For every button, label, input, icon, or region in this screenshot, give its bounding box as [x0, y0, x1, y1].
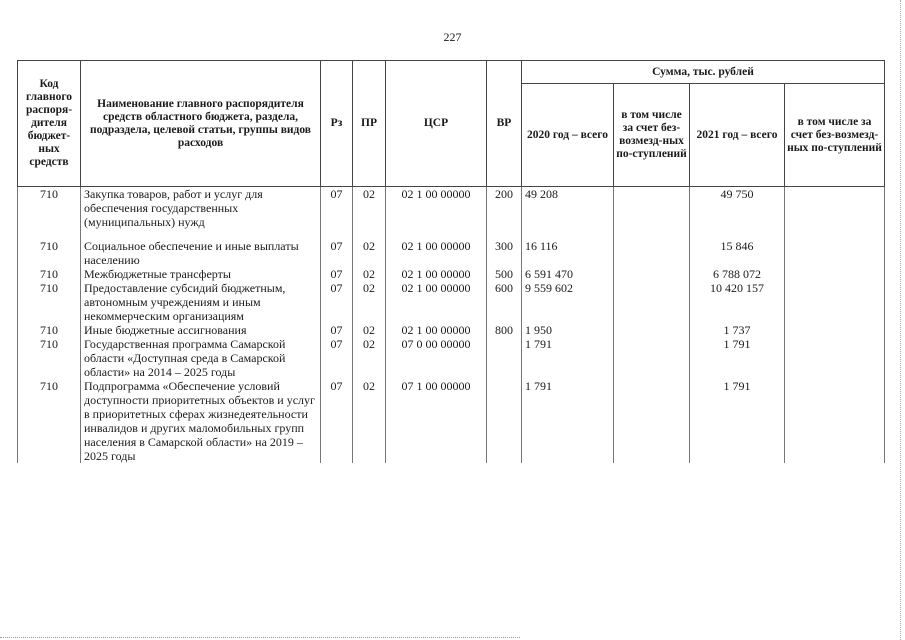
- cell-2020-total: 49 208: [522, 187, 614, 230]
- cell-2021-total: 10 420 157: [690, 281, 785, 323]
- cell-rz: 07: [321, 239, 353, 267]
- table-row: [18, 267, 885, 281]
- scan-edge-bottom: [0, 637, 520, 638]
- cell-2021-gratuitous: [785, 239, 885, 267]
- cell-csr: 02 1 00 00000: [386, 323, 487, 337]
- header-code: Код главного распоря-дителя бюджет-ных средств: [18, 61, 81, 187]
- cell-2020-total: 6 591 470: [522, 267, 614, 281]
- cell-2021-gratuitous: [785, 379, 885, 463]
- cell-vr: 800: [487, 323, 522, 337]
- header-2020-gratuitous: в том числе за счет без-возмезд-ных по-ступлений: [614, 84, 690, 187]
- cell-rz: 07: [321, 187, 353, 230]
- table-row: [18, 187, 885, 230]
- cell-2020-total: 1 791: [522, 379, 614, 463]
- cell-csr: 02 1 00 00000: [386, 239, 487, 267]
- cell-2021-gratuitous: [785, 323, 885, 337]
- cell-vr: 500: [487, 267, 522, 281]
- row-spacer: [18, 229, 885, 239]
- cell-name: Предоставление субсидий бюджетным, автономным учреждениям и иным некоммерческим организациям: [81, 281, 321, 323]
- cell-2020-gratuitous: [614, 379, 690, 463]
- cell-pr: 02: [353, 239, 386, 267]
- cell-rz: 07: [321, 337, 353, 379]
- cell-2021-total: 1 791: [690, 379, 785, 463]
- cell-2021-gratuitous: [785, 267, 885, 281]
- header-2021-total: 2021 год – всего: [690, 84, 785, 187]
- table-row: [18, 379, 885, 463]
- header-sum: Сумма, тыс. рублей: [522, 61, 885, 84]
- cell-vr: 200: [487, 187, 522, 230]
- cell-name: Иные бюджетные ассигнования: [81, 323, 321, 337]
- cell-name: Подпрограмма «Обеспечение условий доступности приоритетных объектов и услуг в приоритетных сферах жизнедеятельности инвалидов и других маломобильных групп населения в Самарской области» на 2019 – 2025 годы: [81, 379, 321, 463]
- cell-code: 710: [18, 267, 81, 281]
- page-number: 227: [443, 30, 462, 44]
- cell-2020-gratuitous: [614, 323, 690, 337]
- header-csr: ЦСР: [386, 61, 487, 187]
- cell-code: 710: [18, 337, 81, 379]
- table-header: [18, 61, 885, 187]
- header-2021-gratuitous: в том числе за счет без-возмезд-ных по-ступлений: [785, 84, 885, 187]
- cell-2020-gratuitous: [614, 239, 690, 267]
- cell-name: Закупка товаров, работ и услуг для обеспечения государственных (муниципальных) нужд: [81, 187, 321, 230]
- cell-code: 710: [18, 323, 81, 337]
- cell-code: 710: [18, 187, 81, 230]
- header-pr: ПР: [353, 61, 386, 187]
- cell-vr: 600: [487, 281, 522, 323]
- table-row: [18, 281, 885, 323]
- cell-csr: 02 1 00 00000: [386, 187, 487, 230]
- cell-code: 710: [18, 239, 81, 267]
- budget-table-wrapper: [17, 60, 885, 463]
- cell-code: 710: [18, 379, 81, 463]
- cell-2021-gratuitous: [785, 337, 885, 379]
- cell-csr: 07 1 00 00000: [386, 379, 487, 463]
- cell-vr: 300: [487, 239, 522, 267]
- cell-csr: 07 0 00 00000: [386, 337, 487, 379]
- cell-code: 710: [18, 281, 81, 323]
- cell-2020-total: 1 950: [522, 323, 614, 337]
- cell-2021-total: 6 788 072: [690, 267, 785, 281]
- header-rz: Рз: [321, 61, 353, 187]
- header-vr: ВР: [487, 61, 522, 187]
- cell-name: Межбюджетные трансферты: [81, 267, 321, 281]
- table-row: [18, 239, 885, 267]
- scan-edge-right: [900, 0, 901, 640]
- cell-pr: 02: [353, 323, 386, 337]
- cell-vr: [487, 379, 522, 463]
- cell-rz: 07: [321, 323, 353, 337]
- cell-2021-total: 1 791: [690, 337, 785, 379]
- cell-2020-gratuitous: [614, 187, 690, 230]
- cell-2020-total: 9 559 602: [522, 281, 614, 323]
- cell-2020-gratuitous: [614, 281, 690, 323]
- table-row: [18, 337, 885, 379]
- cell-2021-total: 1 737: [690, 323, 785, 337]
- cell-name: Государственная программа Самарской области «Доступная среда в Самарской области» на 2014 – 2025 годы: [81, 337, 321, 379]
- cell-2021-gratuitous: [785, 187, 885, 230]
- header-2020-total: 2020 год – всего: [522, 84, 614, 187]
- cell-2021-total: 15 846: [690, 239, 785, 267]
- cell-2021-gratuitous: [785, 281, 885, 323]
- table-row: [18, 323, 885, 337]
- cell-csr: 02 1 00 00000: [386, 281, 487, 323]
- cell-2021-total: 49 750: [690, 187, 785, 230]
- header-name: Наименование главного распорядителя средств областного бюджета, раздела, подраздела, целевой статьи, группы видов расходов: [81, 61, 321, 187]
- cell-pr: 02: [353, 281, 386, 323]
- cell-2020-total: 16 116: [522, 239, 614, 267]
- cell-rz: 07: [321, 379, 353, 463]
- table-body: [18, 187, 885, 464]
- cell-pr: 02: [353, 187, 386, 230]
- cell-pr: 02: [353, 337, 386, 379]
- cell-rz: 07: [321, 281, 353, 323]
- cell-vr: [487, 337, 522, 379]
- cell-pr: 02: [353, 267, 386, 281]
- cell-name: Социальное обеспечение и иные выплаты населению: [81, 239, 321, 267]
- budget-table: [17, 60, 885, 463]
- cell-2020-total: 1 791: [522, 337, 614, 379]
- cell-rz: 07: [321, 267, 353, 281]
- cell-2020-gratuitous: [614, 337, 690, 379]
- cell-2020-gratuitous: [614, 267, 690, 281]
- cell-pr: 02: [353, 379, 386, 463]
- cell-csr: 02 1 00 00000: [386, 267, 487, 281]
